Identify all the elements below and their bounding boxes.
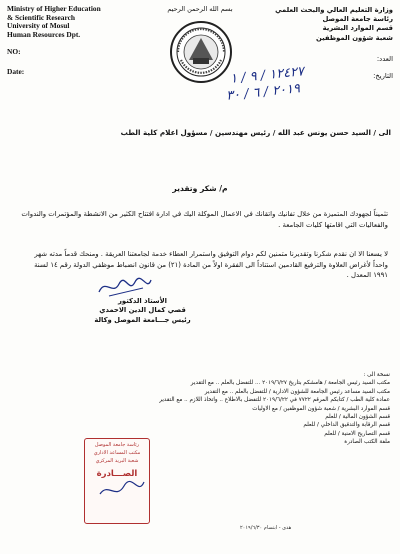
number-label-ar: العدد: (376, 54, 393, 63)
ministry-name-en-2: & Scientific Research (7, 12, 76, 22)
date-label-ar: التاريخ: (373, 72, 393, 81)
date-label-en: Date: (7, 66, 25, 76)
copy-to-line: قسم الرقابة والتدقيق الداخلي / للعلم (303, 422, 390, 429)
english-letterhead (7, 5, 157, 77)
copy-to-line: قسم الشؤون المالية / للعلم (325, 414, 390, 421)
copy-to-line: مكتب السيد رئيس الجامعة / هامشكم بتاريخ ٢٠١٩/٦/٢٧ ... للتفضل بالعلم .. مع التقدير (190, 380, 390, 387)
copy-to-list (20, 371, 390, 447)
number-label-en: NO: (7, 47, 21, 57)
department-name-en: Human Resources Dpt. (7, 29, 81, 39)
handwritten-number: ١٢٤٢٧ / ٩ / ١ (229, 64, 305, 87)
signatory-position: رئيس جـــامعة الموصل وكالة (94, 315, 191, 324)
university-name-en: University of Mosul (7, 21, 70, 31)
copy-to-line: مكتب السيد مساعد رئيس الجامعة للشؤون الادارية / للتفضل بالعلم .. مع التقدير (204, 388, 390, 395)
division-name-ar: شعبة شؤون الموظفين (315, 33, 393, 42)
copy-to-heading: نسخة الى : (363, 372, 390, 378)
typist-footer: هدى - ابتسام ٢٠١٩/٦/٣٠ (240, 525, 292, 531)
copy-to-line: قسم التصاريح الامنية / للعلم (324, 430, 390, 437)
stamp-line: الصـــادرة (96, 469, 138, 480)
basmala: بسم الله الرحمن الرحيم (167, 5, 233, 13)
subject-line: م/ شكر وتقدير (172, 184, 228, 193)
signature-block (90, 297, 195, 325)
handwritten-date: ٢٠١٩ / ٦ / ٣٠ (225, 81, 301, 104)
department-name-ar: قسم الموارد البشرية (322, 24, 393, 33)
addressee: الى / السيد حسن يونس عبد الله / رئيس مهندسين / مسؤول اعلام كلية الطب (120, 128, 391, 137)
copy-to-line: عمادة كلية الطب / كتابكم المرقم ٧٧٢٢ في ٢٠١٩/٦/٢٢ للتفضل بالاطلاع .. واتخاذ اللازم .. مع التقدير (159, 397, 390, 404)
signatory-title: الأستاذ الدكتور (118, 297, 167, 305)
copy-to-line: قسم الموارد البشرية / شعبة شؤون الموظفين / مع الاوليات (252, 405, 390, 412)
ministry-name-ar: وزارة التعليم العالي والبحث العلمي (275, 6, 393, 14)
ministry-name-en: Ministry of Higher Education (7, 4, 101, 13)
university-presidency-ar: رئاسة جامعة الموصل (322, 15, 393, 24)
stamp-line: مكتب المساعد الاداري (93, 449, 141, 456)
body-paragraph-2: لا يسعنا الا ان نقدم شكرنا وتقديرنا متمنين لكم دوام التوفيق واستمرار العطاء خدمة لجامعتنا العريقة . ومنحك قدماً مدته شهر واحداً لأغراض العلاوة والترفيع القادمين استناداً الى الفقرة اولاً من المادة (٢١) من قانون انضباط موظفي الدولة رقم ١٤ لسنة ١٩٩١ المعدل . (34, 250, 388, 280)
copy-to-line: ملفة الكتب الصادرة (344, 439, 390, 446)
university-seal-logo (169, 20, 233, 84)
body-paragraph-1: تثميناً لجهودك المتميزة من خلال تفانيك واتقانك في الاعمال الموكلة اليك في ادارة افتتاح الكثير من الانشطة والمؤتمرات والندوات والفعاليات التي اقامتها كليات الجامعة . (21, 210, 388, 229)
stamp-line: رئاسة جامعة الموصل (94, 442, 140, 448)
stamp-line: شعبة البريد المركزي (95, 457, 139, 464)
signatory-name: قصي كمال الدين الاحمدي (99, 306, 186, 315)
stamp-handwriting (94, 470, 150, 506)
